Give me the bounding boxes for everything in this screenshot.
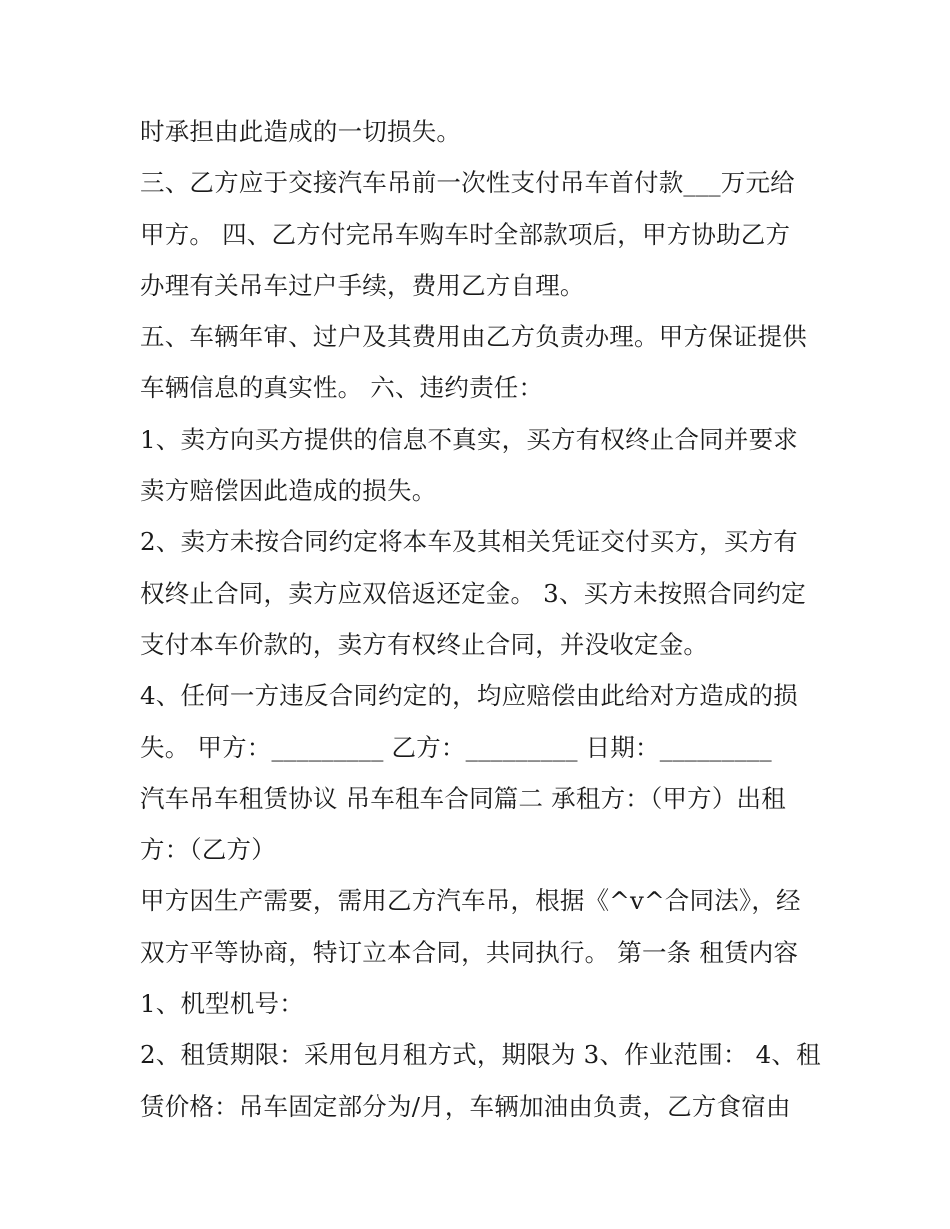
text-line: 1、卖方向买方提供的信息不真实，买方有权终止合同并要求 — [140, 424, 798, 454]
text-line: 甲方。 四、乙方付完吊车购车时全部款项后，甲方协助乙方 — [140, 219, 791, 249]
text-line: 方：（乙方） — [140, 835, 276, 865]
text-line: 五、车辆年审、过户及其费用由乙方负责办理。甲方保证提供 — [140, 322, 807, 352]
text-line: 权终止合同，卖方应双倍返还定金。 3、买方未按照合同约定 — [140, 578, 806, 608]
text-line: 2、租赁期限：采用包月租方式，期限为 3、作业范围： 4、租 — [140, 1040, 821, 1070]
text-line: 三、乙方应于交接汽车吊前一次性支付吊车首付款___万元给 — [140, 168, 795, 198]
text-line: 双方平等协商，特订立本合同，共同执行。 第一条 租赁内容 — [140, 937, 799, 967]
text-line: 卖方赔偿因此造成的损失。 — [140, 476, 437, 506]
text-line: 汽车吊车租赁协议 吊车租车合同篇二 承租方：（甲方）出租 — [140, 783, 786, 813]
text-line: 2、卖方未按合同约定将本车及其相关凭证交付买方，买方有 — [140, 527, 798, 557]
text-line: 赁价格：吊车固定部分为/月，车辆加油由负责，乙方食宿由 — [140, 1091, 791, 1121]
text-line: 时承担由此造成的一切损失。 — [140, 117, 462, 146]
text-line: 车辆信息的真实性。 六、违约责任： — [140, 373, 544, 403]
text-line: 支付本车价款的，卖方有权终止合同，并没收定金。 — [140, 629, 709, 659]
text-line: 4、任何一方违反合同约定的，均应赔偿由此给对方造成的损 — [140, 681, 798, 711]
text-line: 1、机型机号： — [140, 989, 304, 1019]
signature-line: 失。 甲方：_________ 乙方：_________ 日期：_________ — [140, 732, 772, 762]
text-line: 甲方因生产需要，需用乙方汽车吊，根据《^v^合同法》，经 — [140, 886, 801, 916]
text-line: 办理有关吊车过户手续，费用乙方自理。 — [140, 270, 585, 300]
document-body — [140, 106, 820, 1132]
